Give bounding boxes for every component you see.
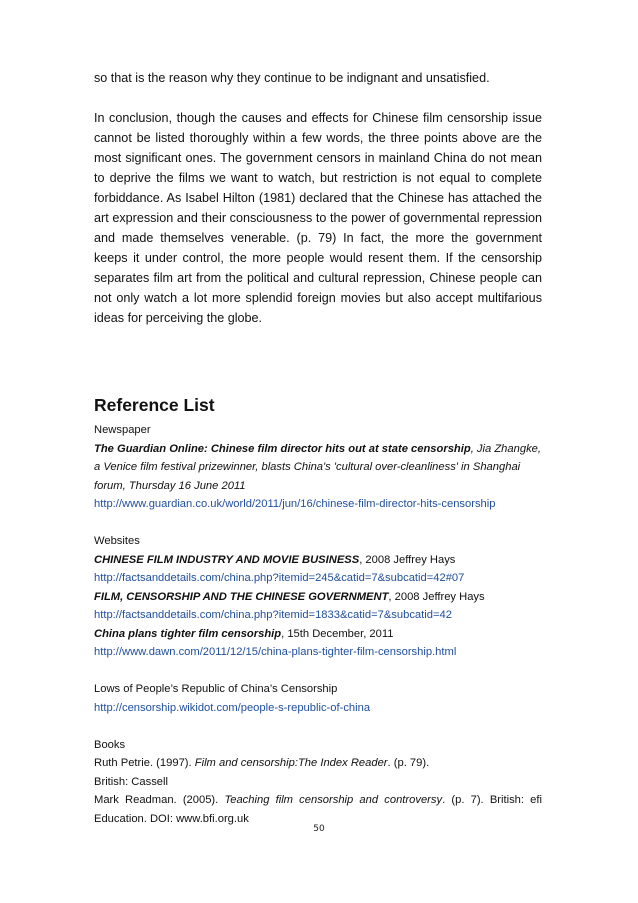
website-citation [94,588,542,607]
laws-label: Lows of People’s Republic of China’s Censorship [94,683,338,695]
website-link[interactable]: http://factsanddetails.com/china.php?itemid=1833&catid=7&subcatid=42 [94,609,452,621]
website-citation [94,551,542,570]
laws-section [94,680,542,717]
conclusion-paragraph: In conclusion, though the causes and effects for Chinese film censorship issue cannot be listed thoroughly within a few words, the three points above are the most significant ones. The government censors in mainland China do not mean to deprive the films we want to watch, but restriction is not equal to complete forbiddance. As Isabel Hilton (1981) declared that the Chinese has attached the art expression and their consciousness to the power of governmental repression and made themselves venerable. (p. 79) In fact, the more the government keeps it under control, the more people would resent them. If the censorship separates film art from the political and cultural repression, Chinese people can not only watch a lot more splendid foreign movies but also accept multifarious ideas for perceiving the globe. [94,111,542,325]
reference-list-heading: Reference List [94,395,215,415]
books-label: Books [94,738,126,751]
newspaper-label: Newspaper [94,424,151,436]
book-publisher: British: Cassell [94,775,168,788]
page-number: 50 [313,824,325,834]
newspaper-title: The Guardian Online: Chinese film director hits out at state censorship [94,442,471,455]
newspaper-link[interactable]: http://www.guardian.co.uk/world/2011/jun/16/chinese-film-director-hits-censorship [94,498,496,510]
book-detail: . (p. 79). [387,757,430,769]
websites-section [94,532,542,662]
laws-link[interactable]: http://censorship.wikidot.com/people-s-republic-of-china [94,701,371,714]
website-link[interactable]: http://factsanddetails.com/china.php?itemid=245&catid=7&subcatid=42#07 [94,572,465,584]
book-title: Film and censorship:The Index Reader [194,757,388,769]
newspaper-subtitle: , Jia Zhangke, a Venice film festival prizewinner, blasts China's 'cultural over-cleanliness' in Shanghai forum, Thursday 16 June 2011 [94,442,541,492]
opening-line: so that is the reason why they continue to be indignant and unsatisfied. [94,71,490,85]
page-content [94,68,542,828]
books-section [94,736,542,829]
book-citation [94,791,542,828]
book-detail: . (p. 7). British: efi Education. DOI: www.bfi.org.uk [94,794,542,825]
book-citation [94,754,542,773]
website-detail: , 15th December, 2011 [281,627,394,640]
websites-label: Websites [94,535,140,547]
book-author: Ruth Petrie. (1997). [94,757,195,769]
website-title: FILM, CENSORSHIP AND THE CHINESE GOVERNMENT [94,590,389,603]
book-title: Teaching film censorship and controversy [224,794,443,806]
newspaper-section [94,421,542,514]
website-citation [94,625,542,644]
book-author: Mark Readman. (2005). [94,794,225,806]
website-title: China plans tighter film censorship [94,627,282,640]
website-detail: , 2008 Jeffrey Hays [359,553,456,566]
website-title: CHINESE FILM INDUSTRY AND MOVIE BUSINESS [94,553,360,566]
website-detail: , 2008 Jeffrey Hays [388,590,485,603]
newspaper-citation [94,440,542,496]
website-link[interactable]: http://www.dawn.com/2011/12/15/china-plans-tighter-film-censorship.html [94,646,457,658]
